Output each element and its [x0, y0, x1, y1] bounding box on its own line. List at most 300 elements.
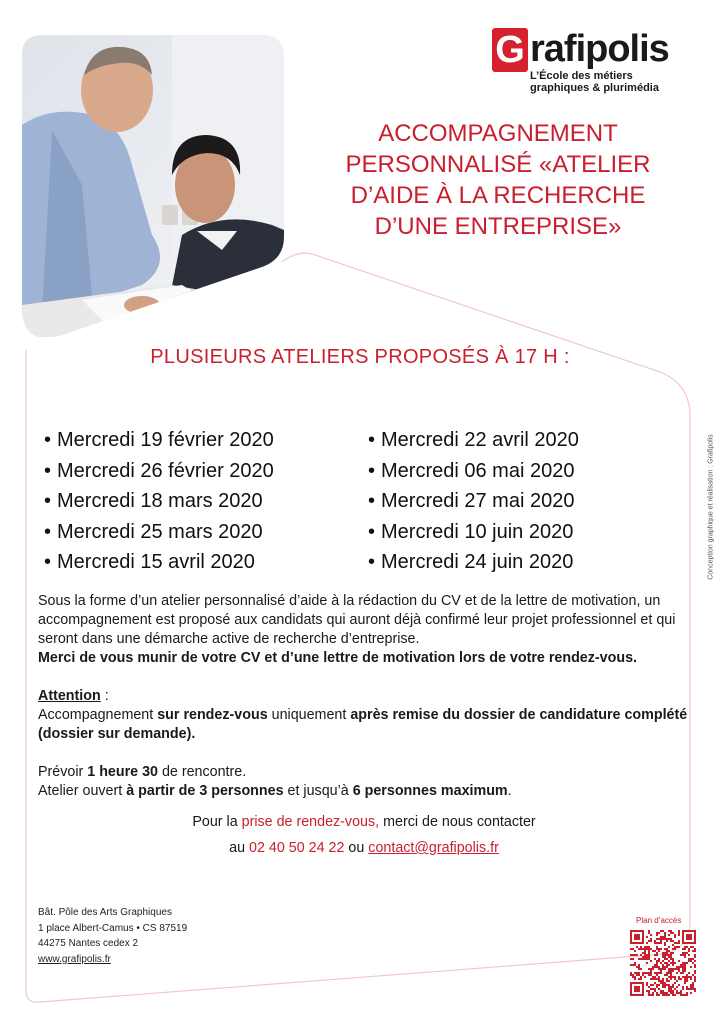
qr-module [666, 948, 668, 950]
qr-module [670, 988, 672, 990]
date-item: • Mercredi 27 mai 2020 [368, 486, 579, 517]
qr-module [662, 986, 664, 988]
qr-module [644, 948, 646, 950]
qr-module [634, 972, 636, 974]
qr-module [686, 974, 688, 976]
qr-module [638, 948, 640, 950]
qr-module [656, 964, 658, 966]
qr-module [672, 940, 674, 942]
qr-module [646, 936, 648, 938]
qr-module [680, 992, 682, 994]
qr-module [648, 932, 650, 934]
qr-module [634, 976, 636, 978]
qr-module [644, 950, 646, 952]
qr-module [646, 972, 648, 974]
contact-email-link[interactable]: contact@grafipolis.fr [368, 840, 499, 856]
qr-module [642, 972, 644, 974]
logo-word: rafipolis [530, 28, 669, 70]
attention-label: Attention [38, 688, 101, 704]
qr-module [640, 976, 642, 978]
qr-module [662, 964, 664, 966]
qr-module [674, 982, 676, 984]
qr-module [660, 962, 662, 964]
qr-module [692, 974, 694, 976]
qr-module [664, 982, 666, 984]
qr-module [650, 972, 652, 974]
qr-module [686, 980, 688, 982]
qr-module [648, 946, 650, 948]
qr-module [672, 952, 674, 954]
qr-module [676, 986, 678, 988]
qr-module [644, 958, 646, 960]
qr-module [640, 954, 642, 956]
qr-module [656, 992, 658, 994]
qr-module [670, 962, 672, 964]
qr-module [672, 986, 674, 988]
qr-module [660, 940, 662, 942]
qr-module [652, 966, 654, 968]
dates-list-left [44, 425, 274, 578]
qr-module [672, 970, 674, 972]
qr-module [652, 984, 654, 986]
spacer [38, 744, 690, 763]
qr-module [652, 976, 654, 978]
qr-module [694, 948, 696, 950]
qr-module [692, 982, 694, 984]
qr-module [672, 976, 674, 978]
qr-module [674, 994, 676, 996]
qr-module [648, 954, 650, 956]
qr-module [662, 966, 664, 968]
qr-module [676, 966, 678, 968]
qr-module [646, 956, 648, 958]
qr-module [662, 956, 664, 958]
qr-module [660, 938, 662, 940]
qr-module [666, 974, 668, 976]
qr-module [684, 954, 686, 956]
address-line: 1 place Albert-Camus • CS 87519 [38, 922, 188, 934]
qr-module [678, 966, 680, 968]
qr-module [652, 968, 654, 970]
qr-module [678, 932, 680, 934]
attention-heading [38, 687, 690, 706]
qr-module [638, 966, 640, 968]
text-run: Pour la [192, 814, 242, 830]
qr-module [646, 954, 648, 956]
qr-module [686, 946, 688, 948]
qr-module [666, 978, 668, 980]
qr-module [694, 980, 696, 982]
qr-module [646, 946, 648, 948]
qr-module [634, 934, 640, 940]
qr-module [656, 984, 658, 986]
qr-module [678, 942, 680, 944]
qr-module [658, 960, 660, 962]
qr-module [650, 968, 652, 970]
qr-module [644, 952, 646, 954]
qr-module [692, 946, 694, 948]
qr-module [690, 992, 692, 994]
qr-module [678, 976, 680, 978]
qr-module [646, 948, 648, 950]
qr-module [680, 966, 682, 968]
qr-module [676, 990, 678, 992]
qr-module [662, 992, 664, 994]
qr-module [672, 968, 674, 970]
qr-module [658, 980, 660, 982]
text-run: Prévoir [38, 764, 88, 780]
qr-module [692, 950, 694, 952]
prevoir-paragraph [38, 763, 690, 782]
qr-label: Plan d’accès [636, 916, 682, 925]
text-run: ou [344, 840, 369, 856]
qr-module [694, 970, 696, 972]
grafipolis-logo [492, 26, 702, 96]
text-run-bold: après remise du dossier de candidature complété (dossier sur demande). [38, 707, 688, 742]
qr-module [686, 978, 688, 980]
qr-module [670, 932, 672, 934]
qr-module [694, 988, 696, 990]
qr-module [672, 944, 674, 946]
qr-module [668, 980, 670, 982]
qr-module [648, 940, 650, 942]
qr-module [682, 986, 684, 988]
qr-module [694, 956, 696, 958]
qr-module [658, 966, 660, 968]
qr-module [674, 962, 676, 964]
date-item: • Mercredi 19 février 2020 [44, 425, 274, 456]
qr-module [658, 942, 660, 944]
qr-module [660, 930, 662, 932]
qr-module [666, 954, 668, 956]
date-item: • Mercredi 15 avril 2020 [44, 547, 274, 578]
qr-module [668, 970, 670, 972]
qr-module [682, 952, 684, 954]
qr-module [654, 954, 656, 956]
qr-module [666, 958, 668, 960]
qr-module [648, 956, 650, 958]
qr-module [650, 988, 652, 990]
qr-module [668, 938, 670, 940]
qr-module [654, 990, 656, 992]
qr-module [674, 978, 676, 980]
qr-module [684, 982, 686, 984]
qr-module [688, 948, 690, 950]
qr-module [686, 952, 688, 954]
qr-module [640, 946, 642, 948]
qr-module [674, 948, 676, 950]
qr-module [634, 950, 636, 952]
qr-module [670, 978, 672, 980]
qr-module [676, 968, 678, 970]
qr-module [660, 942, 662, 944]
date-item: • Mercredi 06 mai 2020 [368, 456, 579, 487]
qr-module [642, 956, 644, 958]
logo-tagline-line2: graphiques & plurimédia [530, 82, 659, 94]
qr-module [692, 988, 694, 990]
qr-module [658, 972, 660, 974]
qr-module [668, 968, 670, 970]
qr-module [652, 992, 654, 994]
qr-module [666, 940, 668, 942]
website-link[interactable]: www.grafipolis.fr [38, 953, 111, 965]
text-run: au [229, 840, 250, 856]
qr-module [650, 984, 652, 986]
spacer [38, 668, 690, 687]
qr-module [670, 986, 672, 988]
qr-module [692, 986, 694, 988]
qr-module [642, 952, 644, 954]
qr-module [666, 994, 668, 996]
qr-module [690, 976, 692, 978]
qr-module [668, 976, 670, 978]
qr-module [646, 958, 648, 960]
qr-module [670, 974, 672, 976]
qr-module [638, 958, 640, 960]
qr-module [670, 976, 672, 978]
qr-module [680, 994, 682, 996]
qr-module [666, 962, 668, 964]
text-run: . [507, 783, 512, 799]
qr-module [664, 992, 666, 994]
qr-module [678, 984, 680, 986]
qr-module [686, 994, 688, 996]
qr-module [664, 954, 666, 956]
qr-module [662, 954, 664, 956]
qr-module [672, 932, 674, 934]
qr-module [656, 978, 658, 980]
qr-module [664, 956, 666, 958]
phone-number[interactable]: 02 40 50 24 22 [249, 840, 345, 856]
date-item: • Mercredi 22 avril 2020 [368, 425, 579, 456]
qr-module [648, 968, 650, 970]
qr-module [688, 960, 690, 962]
logo-tagline [530, 70, 659, 94]
qr-module [632, 976, 634, 978]
qr-module [634, 964, 636, 966]
qr-module [666, 938, 668, 940]
page-title [318, 118, 678, 242]
text-run: merci de nous contacter [379, 814, 536, 830]
qr-module [684, 978, 686, 980]
title-line: ACCOMPAGNEMENT [378, 120, 618, 147]
qr-module [662, 938, 664, 940]
qr-module [678, 960, 680, 962]
qr-module [670, 940, 672, 942]
qr-module [690, 946, 692, 948]
text-run: Accompagnement [38, 707, 158, 723]
qr-module [644, 956, 646, 958]
qr-module [668, 950, 670, 952]
qr-module [668, 972, 670, 974]
qr-module [650, 940, 652, 942]
qr-module [648, 986, 650, 988]
qr-module [664, 948, 666, 950]
qr-module [680, 972, 682, 974]
qr-module [690, 978, 692, 980]
qr-module [686, 934, 692, 940]
qr-module [656, 960, 658, 962]
qr-module [688, 976, 690, 978]
qr-module [664, 934, 666, 936]
qr-module [654, 972, 656, 974]
qr-module [650, 978, 652, 980]
qr-module [648, 990, 650, 992]
address-line: Bât. Pôle des Arts Graphiques [38, 907, 172, 918]
qr-module [676, 992, 678, 994]
text-run: Atelier ouvert [38, 783, 127, 799]
qr-module [690, 960, 692, 962]
qr-module [694, 972, 696, 974]
qr-module [666, 992, 668, 994]
qr-module [662, 930, 664, 932]
qr-module [664, 952, 666, 954]
qr-module [684, 994, 686, 996]
qr-module [662, 952, 664, 954]
qr-module [654, 958, 656, 960]
qr-module [684, 980, 686, 982]
qr-module [674, 976, 676, 978]
qr-module [682, 948, 684, 950]
qr-module [636, 946, 638, 948]
contact-line2 [38, 835, 690, 861]
qr-module [632, 954, 634, 956]
qr-module [694, 964, 696, 966]
qr-module [670, 930, 672, 932]
qr-module [650, 994, 652, 996]
hero-photo [22, 35, 284, 337]
text-run-bold: 1 heure 30 [87, 764, 158, 780]
qr-module [668, 990, 670, 992]
qr-module [644, 976, 646, 978]
qr-module [684, 964, 686, 966]
qr-module [658, 984, 660, 986]
qr-module [654, 964, 656, 966]
qr-module [668, 964, 670, 966]
qr-module [656, 954, 658, 956]
title-line: D’UNE ENTREPRISE» [374, 213, 622, 240]
side-credit: Conception graphique et réalisation : Grafipolis [707, 434, 715, 580]
qr-module [654, 978, 656, 980]
qr-module [690, 966, 692, 968]
qr-module [686, 992, 688, 994]
qr-module [652, 978, 654, 980]
qr-module [690, 958, 692, 960]
qr-module [644, 972, 646, 974]
qr-module [638, 978, 640, 980]
qr-module [650, 960, 652, 962]
qr-module [636, 972, 638, 974]
qr-module [652, 988, 654, 990]
qr-module [694, 976, 696, 978]
qr-module [640, 978, 642, 980]
qr-module [666, 964, 668, 966]
qr-module [664, 938, 666, 940]
qr-module [684, 948, 686, 950]
qr-module [634, 954, 636, 956]
logo-tagline-line1: L’École des métiers [530, 70, 633, 82]
qr-module [646, 990, 648, 992]
qr-code[interactable] [630, 930, 696, 996]
qr-module [662, 936, 664, 938]
qr-module [688, 988, 690, 990]
qr-module [688, 958, 690, 960]
attention-colon: : [100, 688, 109, 704]
qr-module [656, 972, 658, 974]
qr-module [676, 942, 678, 944]
qr-module [630, 974, 632, 976]
qr-module [658, 948, 660, 950]
qr-module [684, 966, 686, 968]
qr-module [656, 932, 658, 934]
qr-module [686, 986, 688, 988]
intro-bold: Merci de vous munir de votre CV et d’une lettre de motivation lors de votre rendez-vous. [38, 650, 638, 666]
intro-paragraph: Sous la forme d’un atelier personnalisé d’aide à la rédaction du CV et de la lettre de motivation, un accompagnement est proposé aux candidats qui auront déjà confirmé leur projet professionnel et qui seront dans une démarche active de recherche d’entreprise. [38, 593, 676, 647]
qr-module [678, 930, 680, 932]
qr-module [660, 992, 662, 994]
qr-module [668, 956, 670, 958]
qr-module [670, 954, 672, 956]
qr-module [690, 984, 692, 986]
qr-module [668, 954, 670, 956]
qr-module [668, 946, 670, 948]
qr-module [682, 964, 684, 966]
qr-module [676, 972, 678, 974]
qr-module [684, 970, 686, 972]
qr-module [658, 968, 660, 970]
text-run-bold: à partir de 3 personnes [126, 783, 284, 799]
qr-module [656, 994, 658, 996]
qr-module [666, 952, 668, 954]
qr-module [674, 946, 676, 948]
qr-module [650, 974, 652, 976]
qr-module [666, 980, 668, 982]
qr-module [678, 970, 680, 972]
date-item: • Mercredi 10 juin 2020 [368, 517, 579, 548]
qr-module [682, 994, 684, 996]
qr-module [642, 948, 644, 950]
qr-module [694, 960, 696, 962]
qr-module [670, 938, 672, 940]
qr-module [668, 960, 670, 962]
qr-module [674, 934, 676, 936]
qr-module [678, 978, 680, 980]
qr-module [650, 970, 652, 972]
qr-module [656, 966, 658, 968]
text-run: uniquement [267, 707, 351, 723]
qr-module [658, 938, 660, 940]
qr-module [658, 932, 660, 934]
qr-module [670, 956, 672, 958]
qr-module [684, 952, 686, 954]
qr-module [658, 958, 660, 960]
qr-module [648, 974, 650, 976]
qr-module [646, 962, 648, 964]
qr-module [664, 942, 666, 944]
qr-module [656, 986, 658, 988]
qr-module [656, 938, 658, 940]
qr-module [682, 968, 684, 970]
qr-module [680, 978, 682, 980]
qr-module [672, 948, 674, 950]
qr-module [644, 954, 646, 956]
qr-module [660, 936, 662, 938]
qr-module [684, 976, 686, 978]
qr-module [682, 970, 684, 972]
qr-module [682, 962, 684, 964]
qr-module [630, 954, 632, 956]
qr-module [672, 990, 674, 992]
